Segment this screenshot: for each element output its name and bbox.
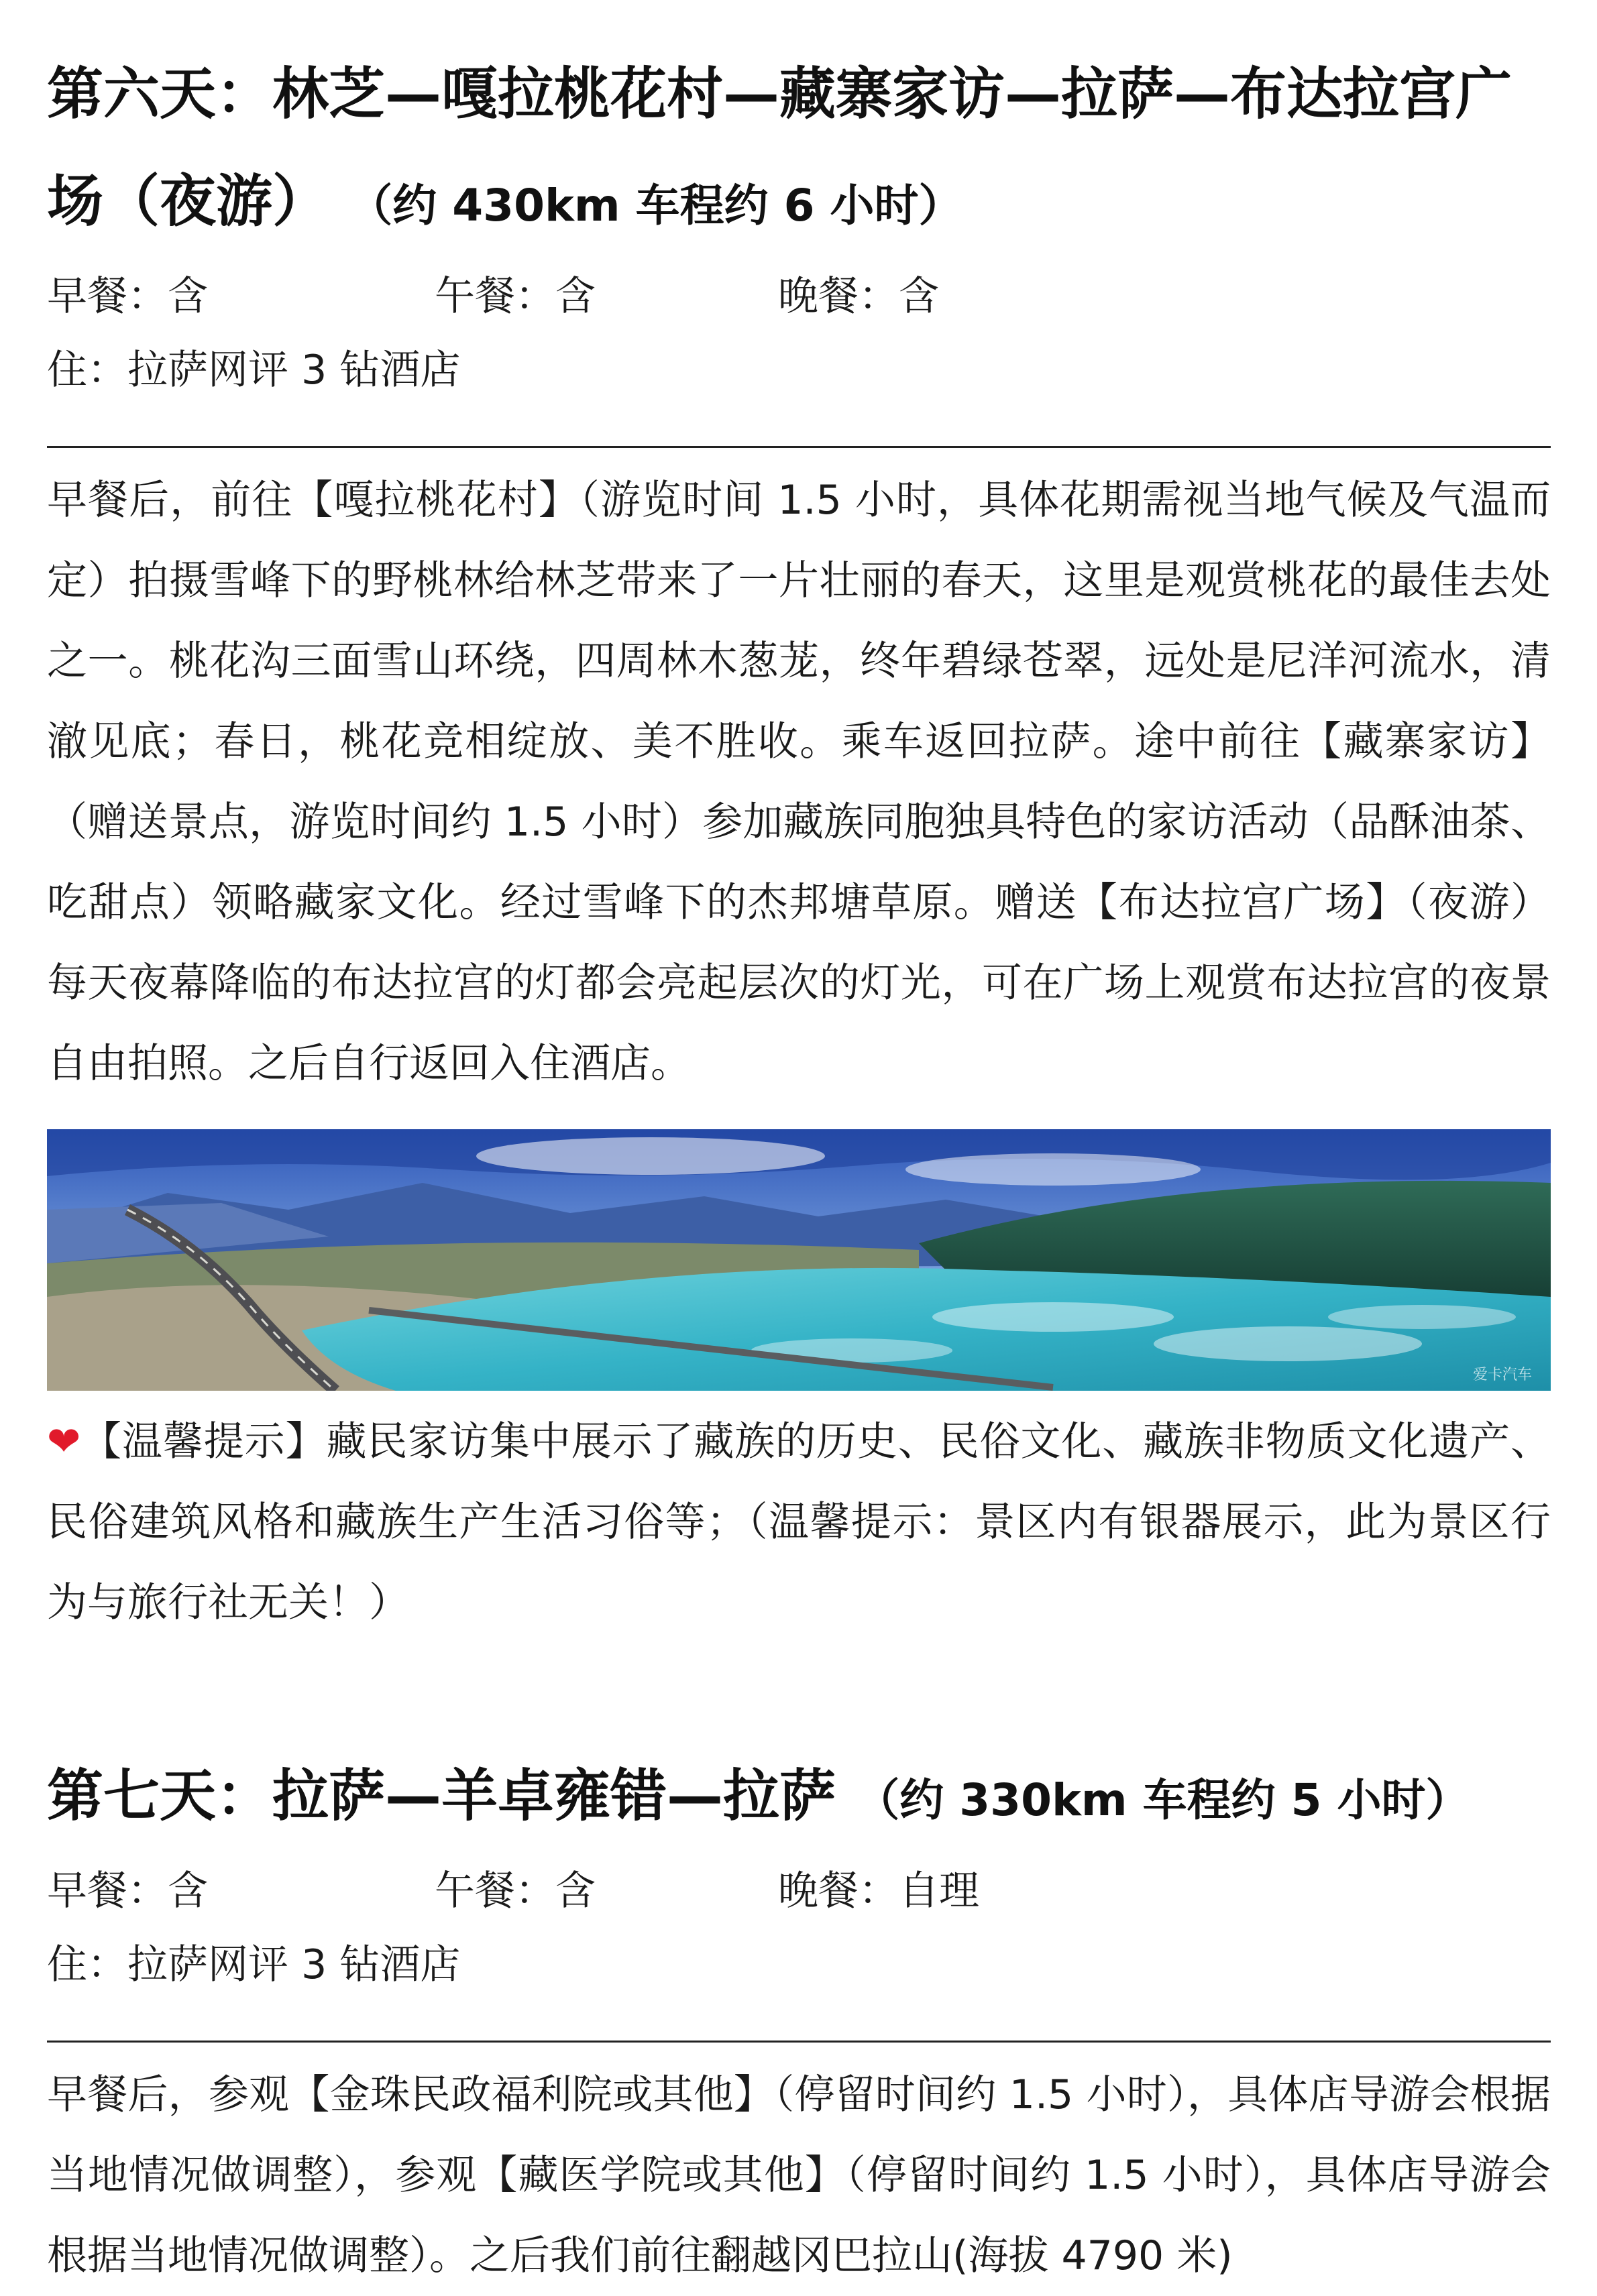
day6-title-sub: （约 430km 车程约 6 小时） [348, 180, 963, 231]
day6-title [47, 40, 1551, 260]
day6-tip-text: 【温馨提示】藏民家访集中展示了藏族的历史、民俗文化、藏族非物质文化遗产、民俗建筑风格和藏族生产生活习俗等；（温馨提示：景区内有银器展示，此为景区行为与旅行社无关！） [47, 1418, 1551, 1626]
day6-meals [47, 260, 1551, 333]
day7-dinner: 晚餐：自理 [778, 1868, 979, 1914]
day6-dinner: 晚餐：含 [778, 273, 939, 320]
day6-stay: 住：拉萨网评 3 钻酒店 [47, 347, 461, 394]
day7-meals [47, 1854, 1551, 1928]
day7-lunch: 午餐：含 [435, 1868, 596, 1914]
day7-section [47, 1742, 1551, 2296]
day6-title-main: 第六天：林芝—嘎拉桃花村—藏寨家访—拉萨—布达拉宫广场（夜游） [47, 61, 1512, 234]
day6-lunch: 午餐：含 [435, 273, 596, 320]
day7-title-main: 第七天：拉萨—羊卓雍错—拉萨 [47, 1763, 836, 1829]
day7-title-sub: （约 330km 车程约 5 小时） [855, 1774, 1470, 1826]
day6-breakfast: 早餐：含 [47, 273, 208, 320]
section-gap [47, 1643, 1551, 1742]
photo-watermark: 爱卡汽车 [1472, 1367, 1532, 1383]
day7-body: 早餐后，参观【金珠民政福利院或其他】（停留时间约 1.5 小时），具体店导游会根据当地情况做调整），参观【藏医学院或其他】（停留时间约 1.5 小时），具体店导游会根据当地情况做调整）。之后我们前往翻越冈巴拉山(海拔 4790 米) [47, 2071, 1551, 2279]
itinerary-page [47, 40, 1551, 2296]
day7-title [47, 1742, 1551, 1854]
day7-stay: 住：拉萨网评 3 钻酒店 [47, 1941, 461, 1988]
day7-divider [47, 2041, 1551, 2043]
day6-section [47, 40, 1551, 1643]
heart-icon: ❤ [47, 1418, 82, 1465]
day6-divider [47, 446, 1551, 448]
day6-tip [47, 1401, 1551, 1643]
lake-landscape-image [47, 1129, 1551, 1391]
lake-landscape-photo [47, 1129, 1551, 1391]
day6-body: 早餐后，前往【嘎拉桃花村】（游览时间 1.5 小时，具体花期需视当地气候及气温而定）拍摄雪峰下的野桃林给林芝带来了一片壮丽的春天，这里是观赏桃花的最佳去处之一。桃花沟三面雪山环绕，四周林木葱茏，终年碧绿苍翠，远处是尼洋河流水，清澈见底；春日，桃花竞相绽放、美不胜收。乘车返回拉萨。途中前往【藏寨家访】（赠送景点，游览时间约 1.5 小时）参加藏族同胞独具特色的家访活动（品酥油茶、吃甜点）领略藏家文化。经过雪峰下的杰邦塘草原。赠送【布达拉宫广场】（夜游）每天夜幕降临的布达拉宫的灯都会亮起层次的灯光，可在广场上观赏布达拉宫的夜景自由拍照。之后自行返回入住酒店。 [47, 477, 1551, 1087]
day7-breakfast: 早餐：含 [47, 1868, 208, 1914]
